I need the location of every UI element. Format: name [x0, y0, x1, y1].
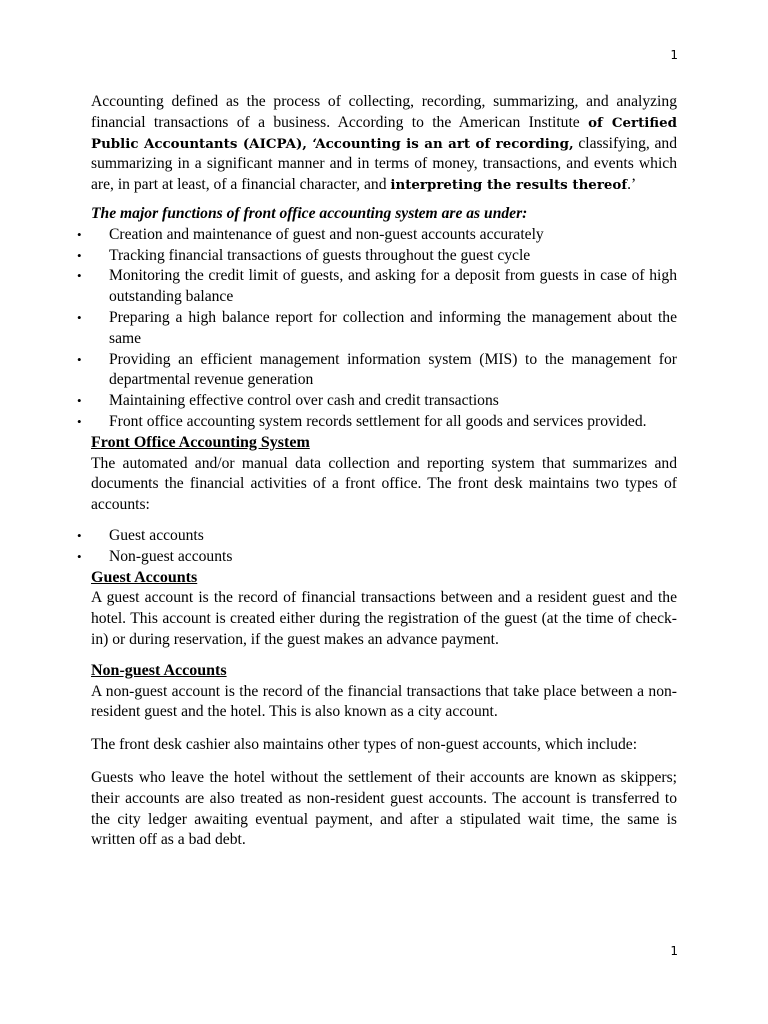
intro-text-3: .’	[627, 176, 637, 194]
non-guest-accounts-text: A non-guest account is the record of the financial transactions that take place between a non-resident guest and the hotel. This is also known as a city account.	[91, 682, 677, 721]
page-number-bottom: 1	[670, 944, 678, 958]
front-office-heading: Front Office Accounting System	[91, 433, 310, 451]
page-content	[91, 92, 677, 851]
account-types-list	[91, 526, 677, 568]
functions-heading: The major functions of front office accounting system are as under:	[91, 204, 528, 222]
guest-accounts-text: A guest account is the record of financial transactions between and a resident guest and the hotel. This account is created either during the registration of the guest (at the time of check-in) or during reservation, if the guest makes an advance payment.	[91, 589, 677, 648]
intro-paragraph	[91, 92, 677, 196]
intro-bold-1: of Certified Public Accountants (AICPA), ‘Accounting is an art of recording,	[91, 114, 677, 152]
list-item: • Guest accounts	[91, 526, 677, 547]
front-office-text: The automated and/or manual data collection and reporting system that summarizes and documents the financial activities of a front office. The front desk maintains two types of accounts:	[91, 454, 677, 514]
list-item: • Maintaining effective control over cash and credit transactions	[91, 391, 677, 412]
intro-bold-2: interpreting the results thereof	[390, 177, 628, 194]
functions-list	[91, 225, 677, 433]
page-number-top: 1	[670, 48, 678, 62]
intro-text-1: Accounting defined as the process of collecting, recording, summarizing, and analyzing financial transactions of a business. According to the American Institute	[91, 93, 677, 131]
list-item: • Monitoring the credit limit of guests, and asking for a deposit from guests in case of high outstanding balance	[91, 266, 677, 308]
intro-text-2: classifying, and summarizing in a significant manner and in terms of money, transactions, and events which are, in part at least, of a financial character, and	[91, 134, 677, 194]
non-guest-accounts-heading: Non-guest Accounts	[91, 661, 227, 679]
list-item: • Providing an efficient management information system (MIS) to the management for departmental revenue generation	[91, 350, 677, 392]
list-item: • Preparing a high balance report for collection and informing the management about the same	[91, 308, 677, 350]
guest-accounts-heading: Guest Accounts	[91, 568, 198, 586]
non-guest-accounts-text-3: Guests who leave the hotel without the settlement of their accounts are known as skippers; their accounts are also treated as non-resident guest accounts. The account is transferred to the city ledger awaiting eventual payment, and after a stipulated wait time, the same is written off as a bad debt.	[91, 768, 677, 849]
list-item: • Front office accounting system records settlement for all goods and services provided.	[91, 412, 677, 433]
non-guest-accounts-text-2: The front desk cashier also maintains other types of non-guest accounts, which include:	[91, 736, 638, 754]
list-item: • Tracking financial transactions of guests throughout the guest cycle	[91, 246, 677, 267]
list-item: • Non-guest accounts	[91, 547, 677, 568]
list-item: • Creation and maintenance of guest and non-guest accounts accurately	[91, 225, 677, 246]
